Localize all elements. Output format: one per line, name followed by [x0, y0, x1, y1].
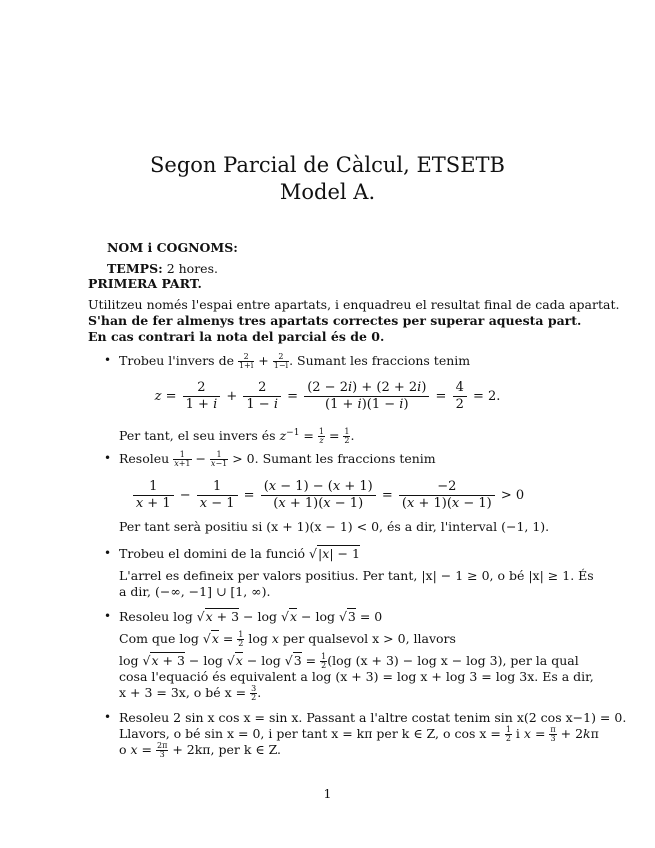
q4-answer-line-3: cosa l'equació és equivalent a log (x + 3) = log x + log 3 = log 3x. Es a dir, [119, 669, 594, 684]
q5-statement: Resoleu 2 sin x cos x = sin x. Passant a l'altre costat tenim sin x(2 cos x−1) = 0. [119, 710, 627, 725]
q4-line4-text: x + 3 = 3x, o bé x = [119, 685, 247, 700]
page-number: 1 [323, 786, 332, 801]
q5-answer-line-3: o x = $\frac{2\pi}{3}$ + 2kπ, per k ∈ Z. [119, 741, 282, 759]
q2-display-equation: $\frac{1}{x + 1}$ − $\frac{1}{x - 1}$ = $\frac{(x - 1) - (x + 1)}{(x + 1)(x - 1)}$ = $\frac{-2}{(x + 1)(x - 1)}$ > 0 [0, 479, 655, 512]
bullet-icon: • [104, 609, 112, 623]
q3-prefix: Trobeu el domini de la funció [119, 546, 306, 561]
q3-statement: Trobeu el domini de la funció √|x| − 1 [119, 546, 360, 561]
bullet-icon: • [104, 451, 112, 465]
q3-answer-line-1: L'arrel es defineix per valors positius. Per tant, |x| − 1 ≥ 0, o bé |x| ≥ 1. És [119, 568, 594, 583]
q4-line1-suffix: per qualsevol x > 0, llavors [282, 631, 456, 646]
q5-line3-suffix: + 2kπ, per k ∈ Z. [172, 742, 282, 757]
name-label: NOM i COGNOMS: [107, 240, 238, 255]
q4-statement: Resoleu log √x + 3 − log √x − log √3 = 0 [119, 609, 383, 624]
rule-text-1: S'han de fer almenys tres apartats correctes per superar aquesta part. [88, 313, 582, 328]
q1-display-equation: z = $\frac{2}{1 + i}$ + $\frac{2}{1 - i}$ = $\frac{(2 - 2i) + (2 + 2i)}{(1 + i)(1 - i)}$ = $\frac{4}{2}$ = 2. [154, 380, 501, 412]
q4-answer-line-2: log √x + 3 − log √x − log √3 = $\frac{1}{2}$ (log (x + 3) − log x − log 3), per la qual [119, 652, 579, 670]
q2-fraction-1: $\frac{1}{x+1}$ [174, 450, 191, 468]
q2-prefix: Resoleu [119, 451, 170, 466]
time-line [107, 261, 218, 277]
q5-answer-line-2: Llavors, o bé sin x = 0, i per tant x = kπ per k ∈ Z, o cos x = $\frac{1}{2}$ i x = $\frac{\pi}{3}$ + 2kπ [119, 725, 599, 743]
q1-fraction-1: $\frac{2}{1+i}$ [238, 352, 254, 370]
q1-conclusion: Per tant, el seu invers és $z^{-1}$ = $\frac{1}{z}$ = $\frac{1}{2}$ . [119, 427, 355, 446]
q5-line2-text: Llavors, o bé sin x = 0, i per tant x = kπ per k ∈ Z, o cos x = [119, 726, 501, 741]
q1-fraction-2: $\frac{2}{1-i}$ [273, 352, 289, 370]
instruction-text: Utilitzeu només l'espai entre apartats, i enquadreu el resultat final de cada apartat. [88, 297, 620, 312]
time-label: TEMPS: [107, 261, 163, 276]
q2-statement: Resoleu $\frac{1}{x+1}$ − $\frac{1}{x-1}$ > 0. Sumant les fraccions tenim [119, 450, 436, 468]
time-value: 2 hores. [166, 261, 218, 276]
q4-line2-suffix: (log (x + 3) − log x − log 3), per la qual [327, 653, 579, 668]
q4-prefix: Resoleu [119, 609, 170, 624]
q4-answer-line-1: Com que log √x = $\frac{1}{2}$ log x per qualsevol x > 0, llavors [119, 630, 456, 648]
rule-text-2: En cas contrari la nota del parcial és de 0. [88, 329, 385, 344]
q1-conclusion-prefix: Per tant, el seu invers és [119, 428, 276, 444]
bullet-icon: • [104, 353, 112, 367]
q2-fraction-2: $\frac{1}{x-1}$ [210, 450, 228, 468]
q1-statement: Trobeu l'invers de $\frac{2}{1+i}$ + $\frac{2}{1-i}$ . Sumant les fraccions tenim [119, 352, 471, 370]
q3-answer-line-2: a dir, (−∞, −1] ∪ [1, ∞). [119, 584, 271, 599]
bullet-icon: • [104, 546, 112, 560]
q2-conclusion: Per tant serà positiu si (x + 1)(x − 1) < 0, és a dir, l'interval (−1, 1). [119, 519, 550, 534]
q4-answer-line-4: x + 3 = 3x, o bé x = $\frac{3}{2}$ . [119, 684, 262, 702]
bullet-icon: • [104, 710, 112, 724]
q2-suffix: > 0. Sumant les fraccions tenim [232, 451, 436, 466]
q1-prefix: Trobeu l'invers de [119, 353, 234, 368]
part-heading: PRIMERA PART. [88, 276, 202, 291]
page-subtitle: Model A. [279, 180, 376, 204]
page-title: Segon Parcial de Càlcul, ETSETB [150, 153, 505, 177]
q1-suffix: . Sumant les fraccions tenim [289, 353, 471, 368]
